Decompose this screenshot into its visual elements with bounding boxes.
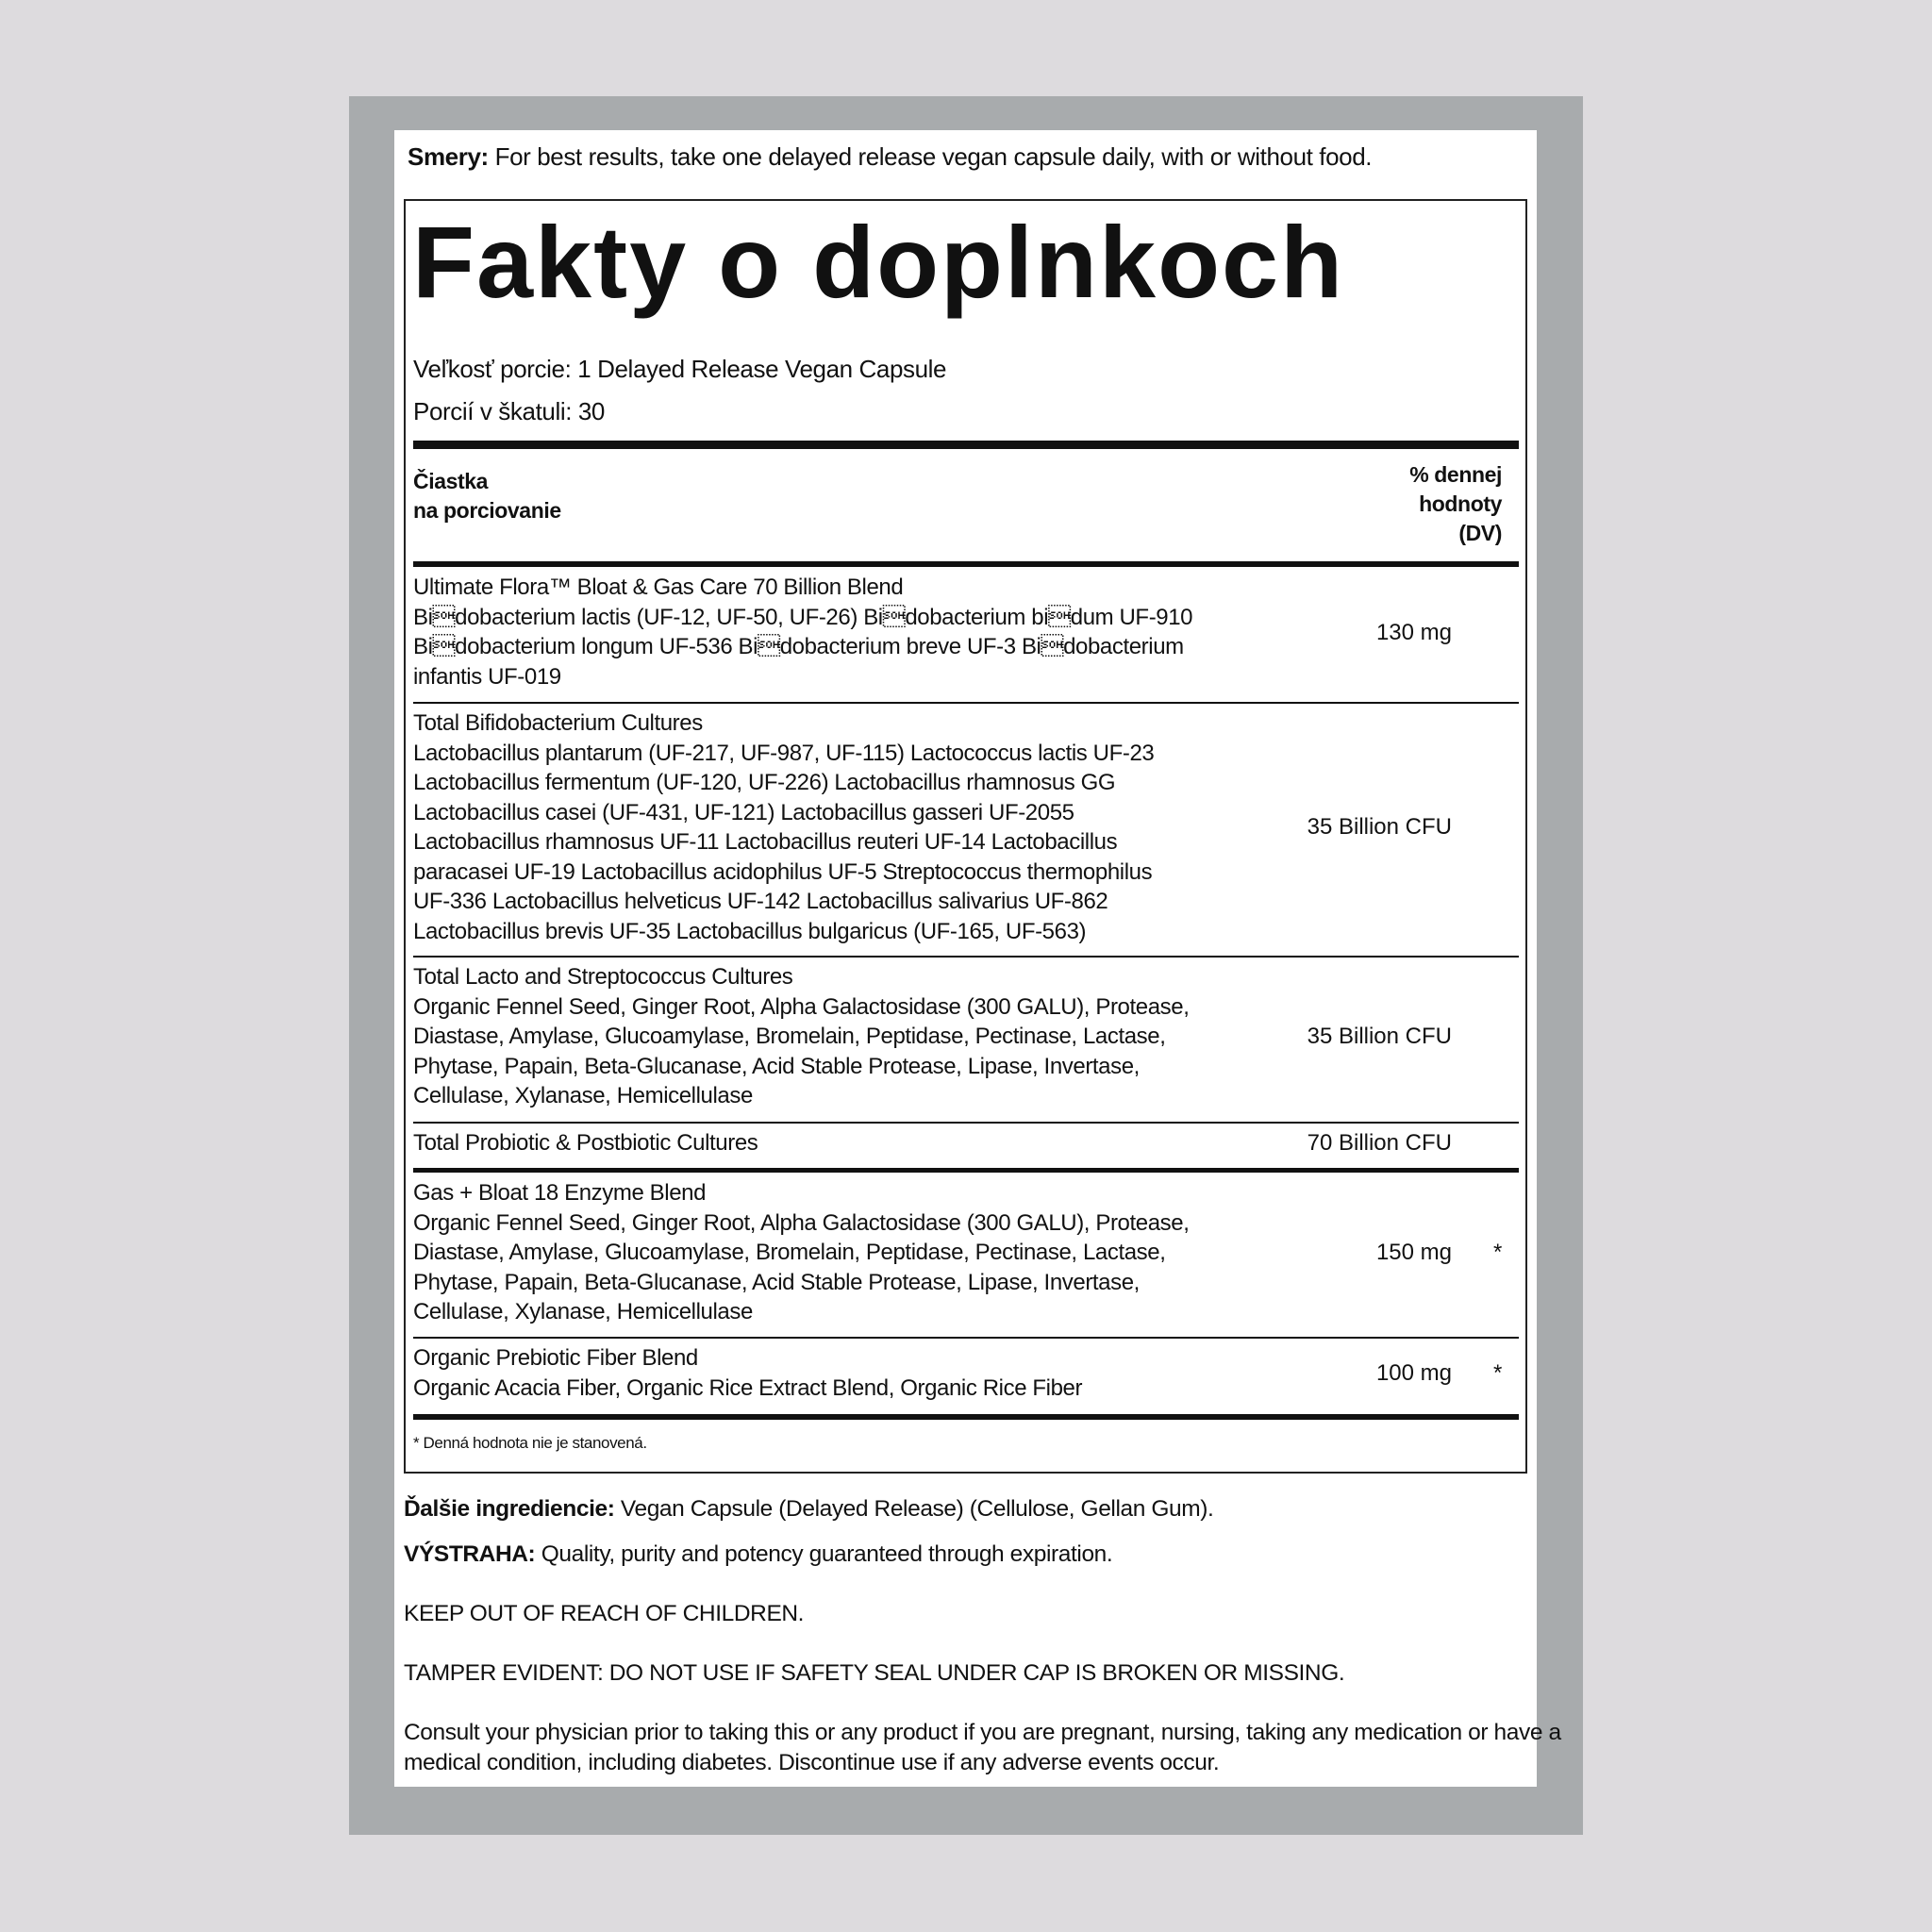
ingredient-detail: Bidobacterium longum UF-536 Bidobacterium breve UF-3 Bidobacterium — [413, 634, 1184, 659]
thick-rule — [413, 1414, 1519, 1420]
ingredient-detail: Diastase, Amylase, Glucoamylase, Bromelain, Peptidase, Pectinase, Lactase, — [413, 1024, 1166, 1049]
daily-value: * — [1493, 1240, 1503, 1265]
ingredient-amount: 35 Billion CFU — [1307, 814, 1452, 840]
ingredient-name: Gas + Bloat 18 Enzyme Blend — [413, 1180, 707, 1206]
ingredient-row — [413, 708, 1154, 946]
ingredient-row — [413, 1343, 1082, 1403]
warning-text: Quality, purity and potency guaranteed through expiration. — [535, 1541, 1113, 1567]
ingredient-amount: 150 mg — [1375, 1240, 1452, 1265]
ingredient-detail: Lactobacillus rhamnosus UF-11 Lactobacillus reuteri UF-14 Lactobacillus — [413, 829, 1118, 855]
ingredient-detail: Phytase, Papain, Beta-Glucanase, Acid Stable Protease, Lipase, Invertase, — [413, 1053, 1140, 1079]
header-right-line: hodnoty — [1419, 491, 1502, 516]
ingredient-name: Total Bifidobacterium Cultures — [413, 710, 703, 736]
ingredient-detail: Organic Acacia Fiber, Organic Rice Extract Blend, Organic Rice Fiber — [413, 1374, 1083, 1401]
ingredient-name: Organic Prebiotic Fiber Blend — [413, 1345, 698, 1371]
ingredient-detail: infantis UF-019 — [413, 663, 561, 690]
consult-physician — [404, 1718, 1561, 1777]
ingredient-amount: 70 Billion CFU — [1307, 1130, 1452, 1156]
thick-rule — [413, 1168, 1519, 1173]
header-right-line: % dennej — [1409, 462, 1502, 487]
ingredient-name: Ultimate Flora™ Bloat & Gas Care 70 Billion Blend — [413, 575, 904, 600]
ingredient-detail: Lactobacillus casei (UF-431, UF-121) Lactobacillus gasseri UF-2055 — [413, 799, 1074, 825]
other-ingredients — [404, 1494, 1213, 1524]
thick-rule — [413, 441, 1519, 449]
servings-per-container: Porcií v škatuli: 30 — [413, 397, 605, 425]
keep-out-of-reach: KEEP OUT OF REACH OF CHILDREN. — [404, 1601, 805, 1626]
tamper-evident: TAMPER EVIDENT: DO NOT USE IF SAFETY SEAL UNDER CAP IS BROKEN OR MISSING. — [404, 1660, 1345, 1686]
consult-line: Consult your physician prior to taking this or any product if you are pregnant, nursing, taking any medication or have a — [404, 1720, 1561, 1745]
ingredient-name: Total Probiotic & Postbiotic Cultures — [413, 1130, 758, 1156]
facts-title: Fakty o doplnkoch — [412, 205, 1345, 319]
ingredient-amount: 35 Billion CFU — [1307, 1024, 1452, 1049]
directions-text: For best results, take one delayed release vegan capsule daily, with or without food. — [488, 142, 1373, 171]
footnote: * Denná hodnota nie je stanovená. — [413, 1434, 647, 1452]
ingredient-detail: Lactobacillus fermentum (UF-120, UF-226) Lactobacillus rhamnosus GG — [413, 770, 1116, 795]
serving-size: Veľkosť porcie: 1 Delayed Release Vegan Capsule — [413, 355, 947, 383]
row-divider — [413, 1337, 1519, 1339]
ingredient-detail: Cellulase, Xylanase, Hemicellulase — [413, 1299, 753, 1324]
ingredient-amount: 130 mg — [1375, 620, 1452, 645]
ingredient-row — [413, 962, 1189, 1111]
daily-value: * — [1493, 1360, 1503, 1386]
row-divider — [413, 702, 1519, 704]
ingredient-amount: 100 mg — [1375, 1360, 1452, 1386]
ingredient-detail: Diastase, Amylase, Glucoamylase, Bromelain, Peptidase, Pectinase, Lactase, — [413, 1240, 1166, 1265]
header-left-line: na porciovanie — [413, 498, 561, 523]
row-divider — [413, 1122, 1519, 1124]
ingredient-detail: Lactobacillus plantarum (UF-217, UF-987, UF-115) Lactococcus lactis UF-23 — [413, 740, 1155, 766]
warning — [404, 1540, 1112, 1570]
row-divider — [413, 956, 1519, 958]
thick-rule — [413, 561, 1519, 567]
ingredient-name: Total Lacto and Streptococcus Cultures — [413, 964, 793, 990]
ingredient-detail: Cellulase, Xylanase, Hemicellulase — [413, 1083, 753, 1108]
warning-label: VÝSTRAHA: — [404, 1541, 536, 1567]
ingredient-detail: Organic Fennel Seed, Ginger Root, Alpha Galactosidase (300 GALU), Protease, — [413, 993, 1190, 1020]
directions — [408, 140, 1372, 174]
other-ingredients-text: Vegan Capsule (Delayed Release) (Cellulose, Gellan Gum). — [614, 1496, 1214, 1522]
ingredient-detail: Organic Fennel Seed, Ginger Root, Alpha Galactosidase (300 GALU), Protease, — [413, 1209, 1190, 1236]
other-ingredients-label: Ďalšie ingrediencie: — [404, 1496, 615, 1522]
ingredient-detail: paracasei UF-19 Lactobacillus acidophilus UF-5 Streptococcus thermophilus — [413, 858, 1153, 885]
ingredient-detail: Phytase, Papain, Beta-Glucanase, Acid Stable Protease, Lipase, Invertase, — [413, 1269, 1140, 1295]
header-right-line: (DV) — [1458, 521, 1502, 545]
ingredient-detail: Bidobacterium lactis (UF-12, UF-50, UF-26) Bidobacterium bidum UF-910 — [413, 604, 1193, 630]
consult-line: medical condition, including diabetes. Discontinue use if any adverse events occur. — [404, 1749, 1220, 1775]
daily-value-header — [1368, 460, 1502, 548]
ingredient-row — [413, 573, 1192, 691]
ingredient-detail: Lactobacillus brevis UF-35 Lactobacillus bulgaricus (UF-165, UF-563) — [413, 918, 1087, 944]
amount-per-serving-header — [413, 467, 561, 525]
ingredient-detail: UF-336 Lactobacillus helveticus UF-142 Lactobacillus salivarius UF-862 — [413, 889, 1108, 914]
ingredient-row — [413, 1178, 1189, 1327]
header-left-line: Čiastka — [413, 469, 489, 493]
ingredient-row — [413, 1128, 758, 1158]
directions-label: Smery: — [408, 142, 489, 171]
